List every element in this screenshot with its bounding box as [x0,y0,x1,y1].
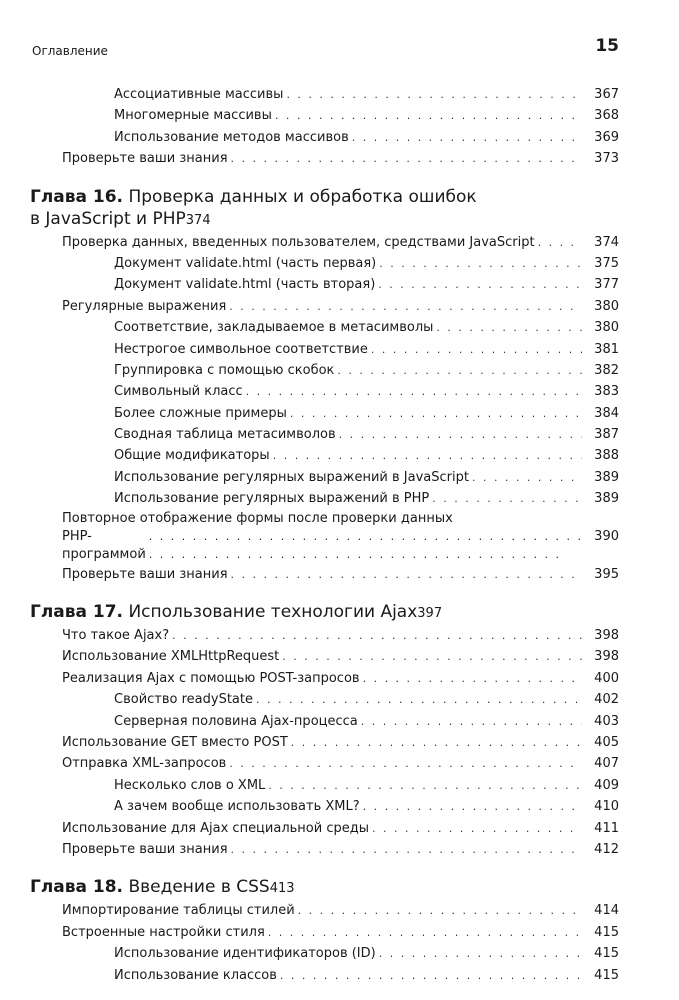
toc-entry [0,732,679,753]
page-ref: 398 [594,628,619,644]
toc-entry [0,900,679,921]
toc-entry-label: Что такое Ajax? [62,628,170,644]
toc-entry-label: Встроенные настройки стиля [62,924,265,940]
leader-dots [282,646,582,667]
toc-entry-label: Использование классов [114,967,277,983]
leader-dots [538,232,582,253]
page-ref: 387 [594,427,619,443]
toc-entry-label: Проверьте ваши знания [62,841,228,857]
running-title: Оглавление [32,44,108,58]
toc-entry-label: Повторное отображение формы после проверки данных [62,510,453,526]
toc-block-16 [0,232,679,510]
leader-dots [275,105,582,126]
toc-entry-label: Проверьте ваши знания [62,566,228,582]
toc-entry [0,253,679,274]
leader-dots [229,296,582,317]
toc-entry-label: PHP-программой [62,528,146,562]
toc-entry-label: Проверьте ваши знания [62,151,228,167]
leader-dots [363,796,582,817]
leader-dots [379,943,582,964]
toc-entry-label: Группировка с помощью скобок [114,362,335,378]
toc-entry [0,467,679,488]
toc-entry [0,753,679,774]
chapter-17-heading [0,601,679,625]
toc-entry [0,381,679,402]
page-ref: 373 [594,151,619,167]
toc-entry-label: А зачем вообще использовать XML? [114,799,360,815]
toc-entry-label: Отправка XML-запросов [62,756,227,772]
leader-dots [231,148,582,169]
toc-entry [0,775,679,796]
page-ref: 389 [594,469,619,485]
toc-entry [0,668,679,689]
toc-entry-label: Реализация Ajax с помощью POST-запросов [62,670,360,686]
toc-entry [0,564,679,585]
page-ref: 413 [269,881,295,897]
toc-entry [0,625,679,646]
leader-dots [280,965,582,986]
page-ref: 400 [594,670,619,686]
table-of-contents [0,84,679,986]
toc-entry-multiline [0,510,679,564]
toc-entry [0,488,679,509]
leader-dots [268,922,582,943]
leader-dots [298,900,582,921]
leader-dots [378,274,582,295]
toc-entry [0,689,679,710]
leader-dots [246,381,582,402]
toc-entry [0,232,679,253]
page-header [32,34,619,58]
toc-entry-label: Нестрогое символьное соответствие [114,341,368,357]
toc-entry [0,403,679,424]
toc-entry [0,943,679,964]
toc-entry [0,84,679,105]
toc-entry-label: Более сложные примеры [114,405,287,421]
toc-entry-label: Свойство readyState [114,692,253,708]
chapter-number: Глава 17. [30,602,124,623]
page-ref: 402 [594,692,619,708]
toc-block-17 [0,625,679,860]
toc-entry [0,148,679,169]
page-ref: 397 [417,606,443,622]
page-ref: 403 [594,713,619,729]
page-ref: 398 [594,649,619,665]
page-ref: 368 [594,108,619,124]
chapter-title: в JavaScript и PHP [30,208,186,229]
toc-entry-label: Проверка данных, введенных пользователем, средствами JavaScript [62,234,535,250]
page-ref: 381 [594,341,619,357]
toc-entry-label: Серверная половина Ajax-процесса [114,713,358,729]
leader-dots [231,839,582,860]
toc-entry-label: Использование GET вместо POST [62,734,288,750]
page-ref: 390 [594,528,619,544]
leader-dots [268,775,582,796]
toc-entry [0,360,679,381]
page-ref: 380 [594,320,619,336]
page-ref: 383 [594,384,619,400]
toc-block-18 [0,900,679,986]
leader-dots [273,445,582,466]
leader-dots [371,339,582,360]
page-ref: 410 [594,799,619,815]
toc-block-0 [0,84,679,170]
page-ref: 405 [594,734,619,750]
toc-block-16c [0,564,679,585]
leader-dots [172,625,582,646]
page-ref: 374 [185,212,211,228]
chapter-title: Проверка данных и обработка ошибок [128,186,477,207]
leader-dots [337,360,582,381]
leader-dots: . . . . . . . . . . . . . . . . . . . . . . . . . . . . . . . . . . . . . . . . . . . . . . . . . . . . . . . . . . . . . . . . . . . . . . . . . . . . . . [148,529,584,561]
toc-entry [0,274,679,295]
toc-entry-label: Регулярные выражения [62,298,227,314]
leader-dots [436,317,582,338]
toc-entry-label: Использование регулярных выражений в PHP [114,491,430,507]
page-ref: 374 [594,234,619,250]
leader-dots [256,689,582,710]
page-ref: 375 [594,255,619,271]
toc-entry-label: Использование XMLHttpRequest [62,649,280,665]
page-ref: 409 [594,777,619,793]
page-ref: 388 [594,448,619,464]
toc-entry [0,965,679,986]
leader-dots [352,127,582,148]
page-ref: 377 [594,277,619,293]
leader-dots [432,488,582,509]
toc-entry-label: Использование для Ajax специальной среды [62,820,369,836]
chapter-16-heading [0,186,679,232]
page-ref: 414 [594,903,619,919]
page-ref: 415 [594,924,619,940]
chapter-number: Глава 18. [30,877,124,898]
page-ref: 367 [594,87,619,102]
page-ref: 415 [594,946,619,962]
toc-entry [0,922,679,943]
toc-entry [0,127,679,148]
chapter-title: Использование технологии Ajax [128,602,418,623]
leader-dots [229,753,582,774]
toc-entry-label: Несколько слов о XML [114,777,266,793]
toc-entry [0,711,679,732]
leader-dots [290,403,582,424]
chapter-number: Глава 16. [30,186,124,207]
toc-entry-label: Символьный класс [114,384,243,400]
toc-entry-label: Соответствие, закладываемое в метасимволы [114,320,434,336]
toc-entry-label: Использование идентификаторов (ID) [114,946,376,962]
toc-entry-label: Документ validate.html (часть первая) [114,255,377,271]
leader-dots [291,732,582,753]
toc-entry [0,317,679,338]
toc-entry-label: Многомерные массивы [114,108,272,124]
chapter-title: Введение в CSS [128,877,270,898]
page-ref: 395 [594,566,619,582]
toc-entry [0,105,679,126]
leader-dots [379,253,582,274]
page-ref: 412 [594,841,619,857]
page-ref: 382 [594,362,619,378]
leader-dots [372,818,582,839]
toc-entry [0,296,679,317]
toc-entry-label: Ассоциативные массивы [114,87,284,102]
leader-dots [339,424,582,445]
leader-dots [363,668,582,689]
page-ref: 369 [594,129,619,145]
toc-entry [0,424,679,445]
page-ref: 407 [594,756,619,772]
toc-entry-label: Использование методов массивов [114,129,349,145]
page-ref: 389 [594,491,619,507]
toc-entry-label: Импортирование таблицы стилей [62,903,295,919]
page-ref: 415 [594,967,619,983]
toc-entry-label: Использование регулярных выражений в JavaScript [114,469,469,485]
leader-dots [472,467,582,488]
page-ref: 384 [594,405,619,421]
page-number: 15 [595,36,619,56]
leader-dots [361,711,582,732]
toc-entry-label: Общие модификаторы [114,448,270,464]
toc-entry [0,818,679,839]
toc-entry-label: Сводная таблица метасимволов [114,427,336,443]
toc-entry-label: Документ validate.html (часть вторая) [114,277,376,293]
leader-dots [286,84,582,105]
toc-entry [0,839,679,860]
chapter-18-heading [0,876,679,900]
toc-entry [0,796,679,817]
toc-entry [0,646,679,667]
page-ref: 411 [594,820,619,836]
toc-entry [0,339,679,360]
toc-entry [0,445,679,466]
page-ref: 380 [594,298,619,314]
leader-dots [231,564,582,585]
